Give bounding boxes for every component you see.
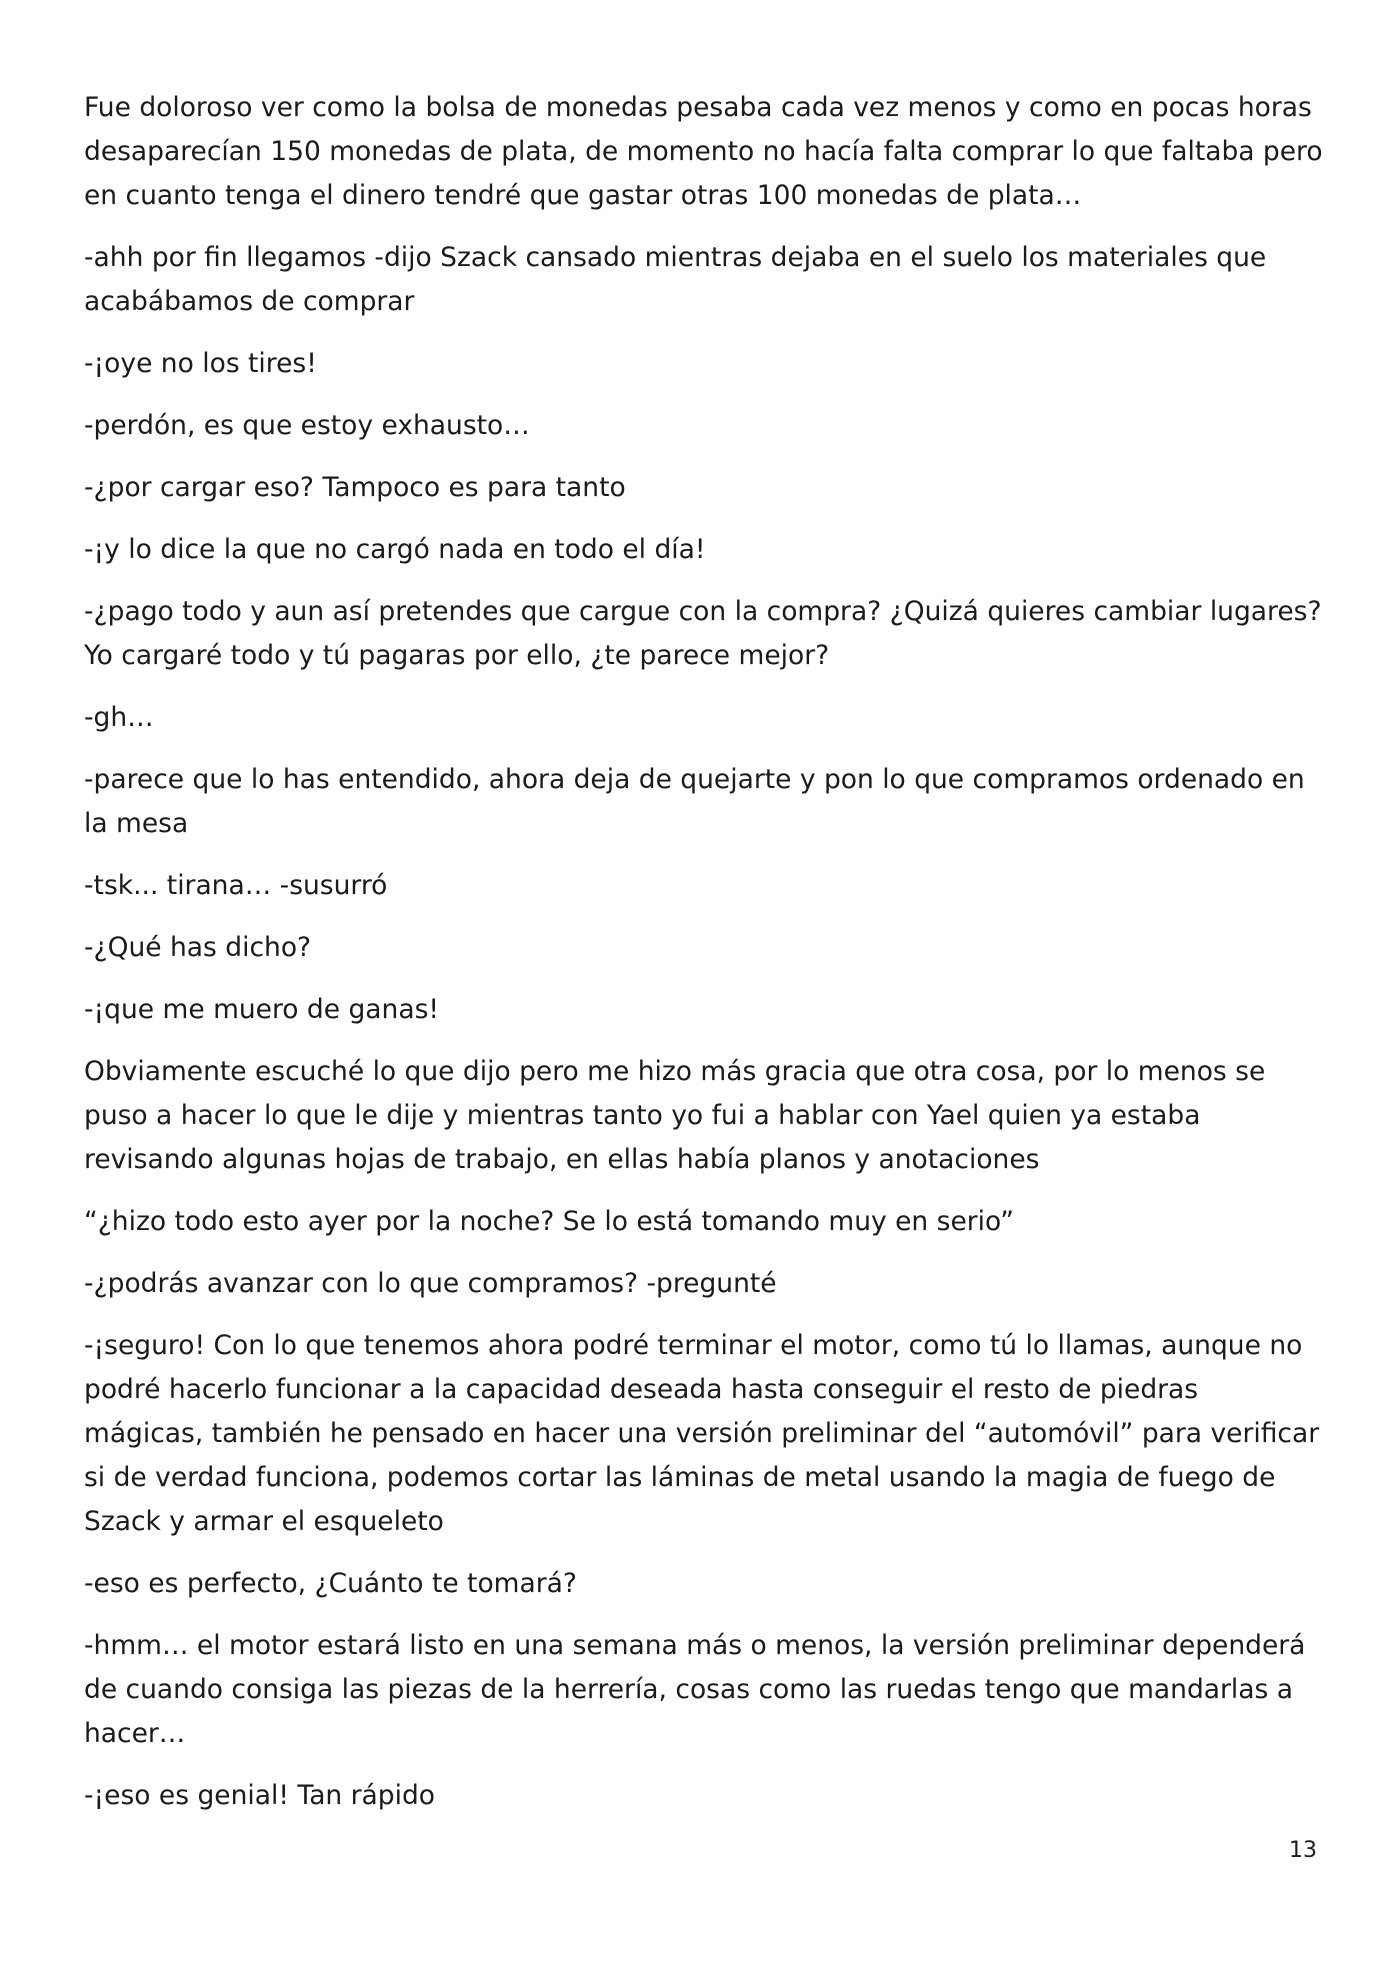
paragraph: -¡seguro! Con lo que tenemos ahora podré terminar el motor, como tú lo llamas, aunque no podré hacerlo funcionar a la capacidad deseada hasta conseguir el resto de piedras mágicas, también he pensado en hacer una versión preliminar del “automóvil” para verificar si de verdad funciona, podemos cortar las láminas de metal usando la magia de fuego de Szack y armar el esqueleto: [84, 1330, 1320, 1537]
paragraph: -¿Qué has dicho?: [84, 932, 312, 963]
paragraph: “¿hizo todo esto ayer por la noche? Se lo está tomando muy en serio”: [84, 1206, 1015, 1237]
paragraph: -¿pago todo y aun así pretendes que cargue con la compra? ¿Quizá quieres cambiar lugares? Yo cargaré todo y tú pagaras por ello, ¿te parece mejor?: [84, 596, 1322, 671]
paragraph: -¡oye no los tires!: [84, 348, 317, 379]
paragraph: -hmm… el motor estará listo en una semana más o menos, la versión preliminar dependerá de cuando consiga las piezas de la herrería, cosas como las ruedas tengo que mandarlas a hacer…: [84, 1630, 1306, 1749]
paragraph: -ahh por fin llegamos -dijo Szack cansado mientras dejaba en el suelo los materiales que acabábamos de comprar: [84, 242, 1267, 317]
paragraph: -perdón, es que estoy exhausto…: [84, 410, 530, 441]
paragraph: -¿podrás avanzar con lo que compramos? -pregunté: [84, 1268, 777, 1299]
paragraph: -¿por cargar eso? Tampoco es para tanto: [84, 472, 626, 503]
paragraph: -tsk... tirana… -susurró: [84, 870, 388, 901]
paragraph: -parece que lo has entendido, ahora deja de quejarte y pon lo que compramos ordenado en la mesa: [84, 764, 1305, 839]
paragraph: -gh…: [84, 702, 154, 733]
paragraph: Obviamente escuché lo que dijo pero me hizo más gracia que otra cosa, por lo menos se puso a hacer lo que le dije y mientras tanto yo fui a hablar con Yael quien ya estaba revisando algunas hojas de trabajo, en ellas había planos y anotaciones: [84, 1056, 1266, 1175]
paragraph: -eso es perfecto, ¿Cuánto te tomará?: [84, 1568, 577, 1599]
paragraph: Fue doloroso ver como la bolsa de monedas pesaba cada vez menos y como en pocas horas desaparecían 150 monedas de plata, de momento no hacía falta comprar lo que faltaba pero en cuanto tenga el dinero tendré que gastar otras 100 monedas de plata…: [84, 92, 1323, 211]
paragraph: -¡eso es genial! Tan rápido: [84, 1780, 436, 1811]
paragraph: -¡que me muero de ganas!: [84, 994, 440, 1025]
text-body: [84, 86, 1324, 1836]
paragraph: -¡y lo dice la que no cargó nada en todo el día!: [84, 534, 706, 565]
page-number: 13: [1289, 1838, 1317, 1863]
